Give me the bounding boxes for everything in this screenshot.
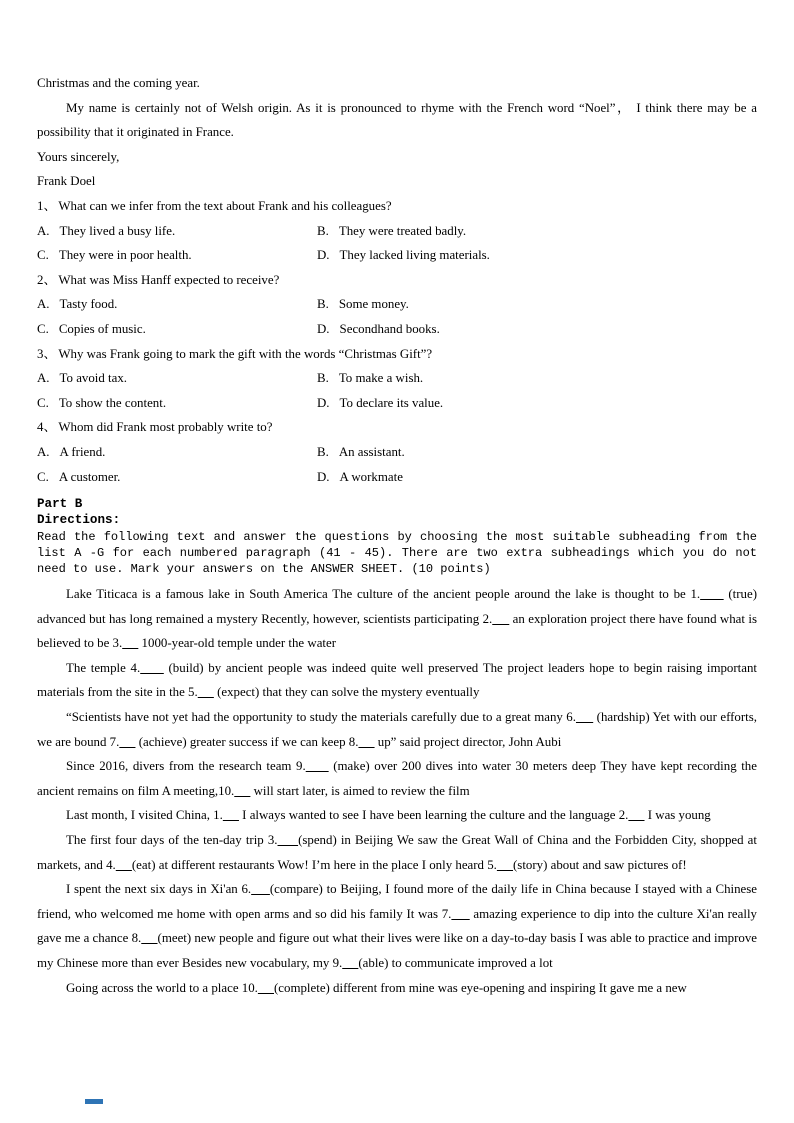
option-c — [37, 317, 317, 342]
answer-blank — [497, 858, 513, 872]
option-text: To declare its value. — [339, 395, 444, 410]
option-text: They were in poor health. — [58, 248, 192, 263]
option-c — [37, 243, 317, 268]
question-text: Why was Frank going to mark the gift with the words “Christmas Gift”? — [58, 346, 433, 361]
answer-blank — [628, 808, 644, 822]
question-number: 1、 — [37, 198, 57, 213]
answer-blank — [198, 685, 214, 699]
option-text: A workmate — [339, 469, 403, 484]
option-text: To show the content. — [58, 395, 167, 410]
option-label: D. — [317, 321, 330, 336]
options-row — [37, 391, 757, 416]
passage-paragraph: Last month, I visited China, 1. I always wanted to see I have been learning the culture and the language 2. I was young — [66, 808, 711, 823]
options-row — [37, 219, 757, 244]
passage-paragraph: The temple 4. (build) by ancient people was indeed quite well preserved The project leaders hope to begin raising important materials from the site in the 5. (expect) that they can solve the mystery eventually — [37, 660, 757, 700]
options-row — [37, 243, 757, 268]
question-number: 4、 — [37, 420, 57, 435]
option-a — [37, 292, 317, 317]
options-row — [37, 292, 757, 317]
option-label: B. — [317, 444, 329, 459]
option-label: A. — [37, 371, 50, 386]
option-b — [317, 292, 757, 317]
option-label: D. — [317, 469, 330, 484]
option-a — [37, 366, 317, 391]
passage-paragraph: I spent the next six days in Xi'an 6. (compare) to Beijing, I found more of the daily life in China because I stayed with a Chinese friend, who welcomed me home with open arms and so did his family It was 7. amazing experience to dip into the culture Xi'an really gave me a chance 8. (meet) new people and figure out what their lives were like on a day-to-day basis I was able to practice and improve my Chinese more than ever Besides new vocabulary, my 9. (able) to communicate improved a lot — [37, 882, 757, 971]
option-text: Tasty food. — [59, 297, 118, 312]
question-block-2 — [37, 268, 757, 342]
option-label: A. — [37, 444, 50, 459]
answer-blank — [342, 956, 358, 970]
passage-paragraph: “Scientists have not yet had the opportunity to study the materials carefully due to a great many 6. (hardship) Yet with our efforts, we are bound 7. (achieve) greater success if we can keep 8. up” said project director, John Aubi — [37, 710, 757, 749]
question-block-4 — [37, 415, 757, 489]
option-text: They lacked living materials. — [339, 248, 490, 263]
option-text: Secondhand books. — [339, 321, 440, 336]
option-a — [37, 219, 317, 244]
answer-blank — [258, 981, 274, 995]
answer-blank — [451, 907, 469, 921]
directions-text: Read the following text and answer the questions by choosing the most suitable subheading from the list A -G for each numbered paragraph (41 - 45). There are two extra subheadings which you do not need to use. Mark your answers on the ANSWER SHEET. (10 points) — [37, 529, 757, 576]
options-row — [37, 465, 757, 490]
question-text: What can we infer from the text about Frank and his colleagues? — [58, 198, 392, 213]
question-block-1 — [37, 194, 757, 268]
option-label: B. — [317, 223, 329, 238]
answer-blank — [492, 612, 509, 626]
option-text: A friend. — [59, 444, 106, 459]
option-text: They were treated badly. — [338, 223, 467, 238]
option-text: They lived a busy life. — [59, 223, 176, 238]
option-text: To avoid tax. — [59, 371, 128, 386]
part-b-section — [37, 496, 757, 577]
question-number: 3、 — [37, 346, 57, 361]
answer-blank — [234, 784, 250, 798]
option-label: C. — [37, 248, 49, 263]
part-b-title: Part B — [37, 497, 83, 512]
option-label: A. — [37, 297, 50, 312]
option-text: A customer. — [58, 469, 121, 484]
answer-blank — [278, 833, 299, 847]
option-c — [37, 465, 317, 490]
passage-paragraph: Since 2016, divers from the research team 9. (make) over 200 dives into water 30 meters deep They have kept recording the ancient remains on film A meeting,10. will start later, is aimed to review the film — [37, 759, 757, 798]
option-label: B. — [317, 297, 329, 312]
option-text: Copies of music. — [58, 321, 146, 336]
option-label: D. — [317, 248, 330, 263]
options-row — [37, 440, 757, 465]
option-d — [317, 465, 757, 490]
answer-blank — [306, 759, 329, 773]
option-label: C. — [37, 395, 49, 410]
question-line — [37, 268, 757, 293]
option-d — [317, 391, 757, 416]
answer-blank — [576, 710, 593, 724]
option-label: C. — [37, 321, 49, 336]
passage-paragraph: Lake Titicaca is a famous lake in South America The culture of the ancient people around the lake is thought to be 1. (true) advanced but has long remained a mystery Recently, however, scientists participating 2. an exploration project there have found what is believed to be 3. 1000-year-old temple under the water — [37, 587, 757, 651]
answer-blank — [119, 735, 135, 749]
footer-accent-mark — [85, 1099, 103, 1104]
options-row — [37, 317, 757, 342]
option-d — [317, 243, 757, 268]
letter-paragraph: My name is certainly not of Welsh origin. As it is pronounced to rhyme with the French word “Noel”， I think there may be a possibility that it originated in France. — [37, 100, 757, 140]
passage-paragraph: The first four days of the ten-day trip 3. (spend) in Beijing We saw the Great Wall of China and the Forbidden City, shopped at markets, and 4. (eat) at different restaurants Wow! I’m here in the place I only heard 5. (story) about and saw pictures of! — [37, 833, 757, 872]
answer-blank — [700, 587, 724, 601]
answer-blank — [116, 858, 132, 872]
passage-paragraph: Going across the world to a place 10. (complete) different from mine was eye-opening and inspiring It gave me a new — [66, 980, 687, 995]
directions-label: Directions: — [37, 513, 121, 528]
options-row — [37, 366, 757, 391]
option-c — [37, 391, 317, 416]
option-a — [37, 440, 317, 465]
option-label: B. — [317, 371, 329, 386]
answer-blank — [223, 808, 239, 822]
answer-blank — [122, 636, 138, 650]
letter-line: Christmas and the coming year. — [37, 76, 200, 90]
option-label: C. — [37, 469, 49, 484]
question-line — [37, 342, 757, 367]
option-label: D. — [317, 395, 330, 410]
question-number: 2、 — [37, 272, 57, 287]
option-b — [317, 219, 757, 244]
option-b — [317, 440, 757, 465]
option-d — [317, 317, 757, 342]
letter-closing: Yours sincerely, — [37, 149, 120, 164]
option-text: An assistant. — [338, 444, 405, 459]
question-text: Whom did Frank most probably write to? — [58, 420, 273, 435]
answer-blank — [251, 882, 270, 896]
question-line — [37, 415, 757, 440]
option-text: Some money. — [338, 297, 409, 312]
option-b — [317, 366, 757, 391]
question-line — [37, 194, 757, 219]
answer-blank — [141, 931, 157, 945]
question-text: What was Miss Hanff expected to receive? — [58, 272, 280, 287]
option-text: To make a wish. — [338, 371, 424, 386]
answer-blank — [140, 661, 164, 675]
question-block-3 — [37, 342, 757, 416]
letter-signature: Frank Doel — [37, 174, 96, 189]
answer-blank — [358, 735, 374, 749]
option-label: A. — [37, 223, 50, 238]
